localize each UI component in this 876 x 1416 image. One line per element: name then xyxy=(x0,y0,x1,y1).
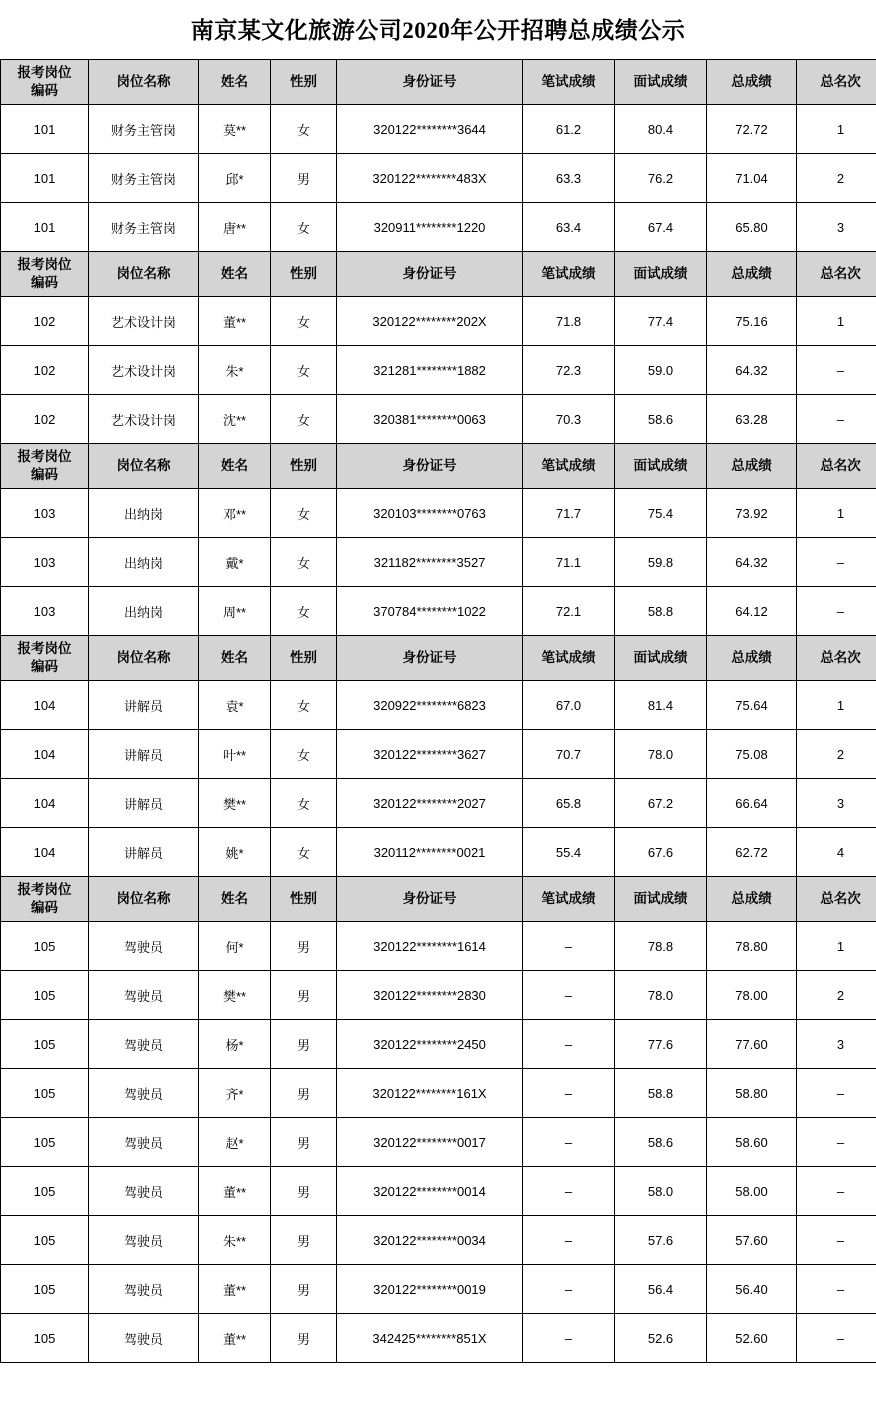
column-header: 姓名 xyxy=(199,252,271,297)
cell-interview-score: 76.2 xyxy=(615,154,707,203)
cell-rank: 2 xyxy=(797,730,876,779)
cell-rank: – xyxy=(797,346,876,395)
cell-post-code: 105 xyxy=(1,1216,89,1265)
cell-gender: 女 xyxy=(271,395,337,444)
cell-candidate-name: 邓** xyxy=(199,489,271,538)
column-header: 身份证号 xyxy=(337,877,523,922)
column-header-line2: 编码 xyxy=(31,659,58,674)
cell-written-score: 63.3 xyxy=(523,154,615,203)
cell-written-score: 63.4 xyxy=(523,203,615,252)
table-row xyxy=(1,730,876,779)
cell-id-number: 320381********0063 xyxy=(337,395,523,444)
cell-interview-score: 52.6 xyxy=(615,1314,707,1363)
cell-id-number: 320112********0021 xyxy=(337,828,523,877)
cell-candidate-name: 赵* xyxy=(199,1118,271,1167)
column-header: 笔试成绩 xyxy=(523,60,615,105)
cell-gender: 男 xyxy=(271,1314,337,1363)
cell-rank: – xyxy=(797,1314,876,1363)
page-title: 南京某文化旅游公司2020年公开招聘总成绩公示 xyxy=(190,18,686,43)
cell-post-name: 出纳岗 xyxy=(89,538,199,587)
cell-post-code: 105 xyxy=(1,1069,89,1118)
cell-interview-score: 58.6 xyxy=(615,1118,707,1167)
cell-interview-score: 67.4 xyxy=(615,203,707,252)
table-row xyxy=(1,1118,876,1167)
cell-interview-score: 58.8 xyxy=(615,1069,707,1118)
cell-interview-score: 57.6 xyxy=(615,1216,707,1265)
cell-id-number: 320122********3644 xyxy=(337,105,523,154)
column-header: 总成绩 xyxy=(707,444,797,489)
cell-total-score: 58.00 xyxy=(707,1167,797,1216)
cell-rank: 3 xyxy=(797,779,876,828)
column-header: 性别 xyxy=(271,252,337,297)
column-header xyxy=(1,60,89,105)
cell-candidate-name: 樊** xyxy=(199,779,271,828)
cell-written-score: 72.1 xyxy=(523,587,615,636)
cell-rank: – xyxy=(797,538,876,587)
column-header: 总成绩 xyxy=(707,877,797,922)
column-header: 岗位名称 xyxy=(89,444,199,489)
cell-rank: – xyxy=(797,1265,876,1314)
cell-total-score: 75.16 xyxy=(707,297,797,346)
cell-written-score: – xyxy=(523,1216,615,1265)
cell-id-number: 320911********1220 xyxy=(337,203,523,252)
table-row xyxy=(1,489,876,538)
cell-gender: 女 xyxy=(271,346,337,395)
cell-gender: 女 xyxy=(271,297,337,346)
table-row xyxy=(1,779,876,828)
cell-interview-score: 80.4 xyxy=(615,105,707,154)
column-header: 岗位名称 xyxy=(89,252,199,297)
cell-id-number: 320122********0034 xyxy=(337,1216,523,1265)
cell-id-number: 320122********0017 xyxy=(337,1118,523,1167)
cell-rank: 3 xyxy=(797,1020,876,1069)
table-header-row xyxy=(1,636,876,681)
cell-rank: 2 xyxy=(797,154,876,203)
cell-id-number: 320122********161X xyxy=(337,1069,523,1118)
cell-total-score: 78.80 xyxy=(707,922,797,971)
cell-written-score: 72.3 xyxy=(523,346,615,395)
cell-rank: 1 xyxy=(797,922,876,971)
cell-id-number: 320922********6823 xyxy=(337,681,523,730)
column-header: 性别 xyxy=(271,636,337,681)
cell-written-score: – xyxy=(523,922,615,971)
cell-written-score: – xyxy=(523,971,615,1020)
cell-rank: – xyxy=(797,1167,876,1216)
cell-interview-score: 78.0 xyxy=(615,730,707,779)
cell-total-score: 78.00 xyxy=(707,971,797,1020)
column-header: 面试成绩 xyxy=(615,252,707,297)
column-header: 姓名 xyxy=(199,60,271,105)
cell-interview-score: 77.4 xyxy=(615,297,707,346)
cell-gender: 女 xyxy=(271,587,337,636)
column-header xyxy=(1,877,89,922)
cell-interview-score: 67.2 xyxy=(615,779,707,828)
cell-post-code: 104 xyxy=(1,681,89,730)
column-header: 身份证号 xyxy=(337,60,523,105)
cell-interview-score: 77.6 xyxy=(615,1020,707,1069)
cell-post-code: 101 xyxy=(1,154,89,203)
cell-post-code: 101 xyxy=(1,105,89,154)
cell-interview-score: 81.4 xyxy=(615,681,707,730)
column-header-line2: 编码 xyxy=(31,467,58,482)
cell-post-name: 驾驶员 xyxy=(89,1020,199,1069)
cell-gender: 女 xyxy=(271,203,337,252)
table-row xyxy=(1,971,876,1020)
cell-candidate-name: 戴* xyxy=(199,538,271,587)
cell-interview-score: 59.8 xyxy=(615,538,707,587)
cell-interview-score: 58.8 xyxy=(615,587,707,636)
cell-written-score: 65.8 xyxy=(523,779,615,828)
column-header-line1: 报考岗位 xyxy=(17,65,72,81)
column-header: 笔试成绩 xyxy=(523,444,615,489)
table-row xyxy=(1,922,876,971)
cell-written-score: – xyxy=(523,1069,615,1118)
column-header-line2: 编码 xyxy=(31,275,58,290)
cell-post-name: 艺术设计岗 xyxy=(89,346,199,395)
cell-rank: 1 xyxy=(797,297,876,346)
cell-post-name: 讲解员 xyxy=(89,681,199,730)
cell-interview-score: 59.0 xyxy=(615,346,707,395)
cell-gender: 男 xyxy=(271,154,337,203)
cell-gender: 男 xyxy=(271,1167,337,1216)
cell-total-score: 58.80 xyxy=(707,1069,797,1118)
table-header-row xyxy=(1,60,876,105)
cell-post-name: 驾驶员 xyxy=(89,1265,199,1314)
cell-post-name: 讲解员 xyxy=(89,828,199,877)
table-row xyxy=(1,154,876,203)
column-header: 岗位名称 xyxy=(89,60,199,105)
cell-total-score: 57.60 xyxy=(707,1216,797,1265)
cell-interview-score: 78.0 xyxy=(615,971,707,1020)
cell-total-score: 65.80 xyxy=(707,203,797,252)
cell-written-score: – xyxy=(523,1314,615,1363)
cell-written-score: – xyxy=(523,1265,615,1314)
cell-gender: 男 xyxy=(271,1069,337,1118)
cell-post-name: 出纳岗 xyxy=(89,587,199,636)
cell-candidate-name: 何* xyxy=(199,922,271,971)
cell-candidate-name: 杨* xyxy=(199,1020,271,1069)
cell-interview-score: 58.6 xyxy=(615,395,707,444)
cell-rank: – xyxy=(797,1216,876,1265)
cell-rank: 3 xyxy=(797,203,876,252)
cell-post-name: 财务主管岗 xyxy=(89,105,199,154)
cell-post-code: 102 xyxy=(1,346,89,395)
column-header: 面试成绩 xyxy=(615,60,707,105)
cell-post-name: 驾驶员 xyxy=(89,1167,199,1216)
cell-post-code: 105 xyxy=(1,1265,89,1314)
column-header-line1: 报考岗位 xyxy=(17,641,72,657)
column-header: 总名次 xyxy=(797,636,876,681)
column-header-line1: 报考岗位 xyxy=(17,257,72,273)
cell-candidate-name: 董** xyxy=(199,1167,271,1216)
cell-rank: 4 xyxy=(797,828,876,877)
cell-written-score: – xyxy=(523,1020,615,1069)
cell-post-code: 102 xyxy=(1,297,89,346)
cell-post-name: 艺术设计岗 xyxy=(89,297,199,346)
cell-total-score: 63.28 xyxy=(707,395,797,444)
cell-post-code: 105 xyxy=(1,1020,89,1069)
table-header-row xyxy=(1,877,876,922)
column-header: 总成绩 xyxy=(707,252,797,297)
cell-candidate-name: 莫** xyxy=(199,105,271,154)
cell-post-name: 驾驶员 xyxy=(89,1069,199,1118)
cell-candidate-name: 姚* xyxy=(199,828,271,877)
cell-gender: 男 xyxy=(271,1265,337,1314)
results-table-body xyxy=(1,60,876,1363)
cell-rank: – xyxy=(797,1069,876,1118)
table-row xyxy=(1,538,876,587)
cell-total-score: 72.72 xyxy=(707,105,797,154)
cell-gender: 女 xyxy=(271,538,337,587)
table-row xyxy=(1,1265,876,1314)
cell-rank: 1 xyxy=(797,489,876,538)
table-header-row xyxy=(1,252,876,297)
cell-id-number: 320122********0014 xyxy=(337,1167,523,1216)
cell-gender: 女 xyxy=(271,105,337,154)
cell-candidate-name: 樊** xyxy=(199,971,271,1020)
cell-total-score: 64.32 xyxy=(707,346,797,395)
cell-interview-score: 58.0 xyxy=(615,1167,707,1216)
cell-gender: 男 xyxy=(271,1216,337,1265)
cell-gender: 女 xyxy=(271,828,337,877)
column-header: 性别 xyxy=(271,60,337,105)
column-header: 姓名 xyxy=(199,877,271,922)
cell-written-score: 67.0 xyxy=(523,681,615,730)
table-row xyxy=(1,587,876,636)
cell-total-score: 75.64 xyxy=(707,681,797,730)
cell-id-number: 321281********1882 xyxy=(337,346,523,395)
column-header: 身份证号 xyxy=(337,636,523,681)
cell-post-code: 103 xyxy=(1,489,89,538)
cell-id-number: 320122********2450 xyxy=(337,1020,523,1069)
column-header: 笔试成绩 xyxy=(523,877,615,922)
cell-total-score: 64.12 xyxy=(707,587,797,636)
cell-written-score: 70.3 xyxy=(523,395,615,444)
column-header: 身份证号 xyxy=(337,252,523,297)
table-row xyxy=(1,1069,876,1118)
cell-post-code: 105 xyxy=(1,1314,89,1363)
table-row xyxy=(1,1020,876,1069)
cell-id-number: 342425********851X xyxy=(337,1314,523,1363)
cell-total-score: 58.60 xyxy=(707,1118,797,1167)
cell-post-name: 驾驶员 xyxy=(89,1216,199,1265)
cell-written-score: 55.4 xyxy=(523,828,615,877)
column-header: 面试成绩 xyxy=(615,636,707,681)
cell-total-score: 64.32 xyxy=(707,538,797,587)
cell-candidate-name: 沈** xyxy=(199,395,271,444)
column-header-line2: 编码 xyxy=(31,83,58,98)
cell-candidate-name: 邱* xyxy=(199,154,271,203)
column-header: 身份证号 xyxy=(337,444,523,489)
cell-id-number: 320122********1614 xyxy=(337,922,523,971)
cell-post-code: 101 xyxy=(1,203,89,252)
cell-id-number: 320122********3627 xyxy=(337,730,523,779)
cell-post-name: 财务主管岗 xyxy=(89,154,199,203)
column-header: 性别 xyxy=(271,877,337,922)
cell-post-name: 驾驶员 xyxy=(89,1314,199,1363)
cell-post-name: 驾驶员 xyxy=(89,922,199,971)
cell-candidate-name: 唐** xyxy=(199,203,271,252)
table-row xyxy=(1,1216,876,1265)
cell-id-number: 320122********0019 xyxy=(337,1265,523,1314)
column-header: 笔试成绩 xyxy=(523,636,615,681)
cell-id-number: 320103********0763 xyxy=(337,489,523,538)
table-row xyxy=(1,828,876,877)
column-header: 总名次 xyxy=(797,252,876,297)
cell-rank: 1 xyxy=(797,681,876,730)
table-row xyxy=(1,297,876,346)
cell-rank: – xyxy=(797,587,876,636)
cell-interview-score: 67.6 xyxy=(615,828,707,877)
cell-written-score: – xyxy=(523,1167,615,1216)
cell-total-score: 71.04 xyxy=(707,154,797,203)
cell-id-number: 320122********2830 xyxy=(337,971,523,1020)
cell-gender: 男 xyxy=(271,1118,337,1167)
column-header: 姓名 xyxy=(199,636,271,681)
cell-rank: – xyxy=(797,395,876,444)
column-header: 岗位名称 xyxy=(89,877,199,922)
cell-candidate-name: 周** xyxy=(199,587,271,636)
column-header xyxy=(1,252,89,297)
column-header xyxy=(1,444,89,489)
cell-written-score: 61.2 xyxy=(523,105,615,154)
cell-gender: 女 xyxy=(271,730,337,779)
cell-candidate-name: 董** xyxy=(199,297,271,346)
cell-candidate-name: 董** xyxy=(199,1265,271,1314)
column-header: 面试成绩 xyxy=(615,444,707,489)
results-table xyxy=(0,59,876,1363)
cell-interview-score: 56.4 xyxy=(615,1265,707,1314)
table-row xyxy=(1,346,876,395)
cell-post-code: 105 xyxy=(1,971,89,1020)
cell-post-code: 103 xyxy=(1,587,89,636)
cell-post-code: 105 xyxy=(1,1118,89,1167)
column-header: 笔试成绩 xyxy=(523,252,615,297)
table-row xyxy=(1,1314,876,1363)
cell-post-name: 出纳岗 xyxy=(89,489,199,538)
cell-id-number: 370784********1022 xyxy=(337,587,523,636)
cell-candidate-name: 袁* xyxy=(199,681,271,730)
column-header-line1: 报考岗位 xyxy=(17,449,72,465)
table-header-row xyxy=(1,444,876,489)
column-header-line1: 报考岗位 xyxy=(17,882,72,898)
cell-post-code: 104 xyxy=(1,730,89,779)
cell-post-code: 102 xyxy=(1,395,89,444)
cell-gender: 女 xyxy=(271,681,337,730)
cell-written-score: 71.1 xyxy=(523,538,615,587)
cell-post-code: 104 xyxy=(1,828,89,877)
table-row xyxy=(1,681,876,730)
cell-post-name: 驾驶员 xyxy=(89,971,199,1020)
cell-interview-score: 75.4 xyxy=(615,489,707,538)
column-header: 面试成绩 xyxy=(615,877,707,922)
cell-gender: 男 xyxy=(271,971,337,1020)
column-header xyxy=(1,636,89,681)
cell-id-number: 320122********2027 xyxy=(337,779,523,828)
cell-total-score: 66.64 xyxy=(707,779,797,828)
cell-rank: 1 xyxy=(797,105,876,154)
cell-gender: 女 xyxy=(271,779,337,828)
column-header-line2: 编码 xyxy=(31,900,58,915)
column-header: 总名次 xyxy=(797,444,876,489)
cell-candidate-name: 叶** xyxy=(199,730,271,779)
cell-total-score: 77.60 xyxy=(707,1020,797,1069)
cell-total-score: 75.08 xyxy=(707,730,797,779)
cell-candidate-name: 董** xyxy=(199,1314,271,1363)
cell-written-score: 71.8 xyxy=(523,297,615,346)
cell-candidate-name: 朱** xyxy=(199,1216,271,1265)
cell-post-code: 104 xyxy=(1,779,89,828)
column-header: 总成绩 xyxy=(707,636,797,681)
column-header: 总名次 xyxy=(797,877,876,922)
cell-rank: 2 xyxy=(797,971,876,1020)
cell-interview-score: 78.8 xyxy=(615,922,707,971)
cell-rank: – xyxy=(797,1118,876,1167)
column-header: 岗位名称 xyxy=(89,636,199,681)
cell-gender: 女 xyxy=(271,489,337,538)
cell-post-code: 103 xyxy=(1,538,89,587)
column-header: 姓名 xyxy=(199,444,271,489)
cell-candidate-name: 朱* xyxy=(199,346,271,395)
table-row xyxy=(1,105,876,154)
column-header: 性别 xyxy=(271,444,337,489)
column-header: 总成绩 xyxy=(707,60,797,105)
cell-total-score: 73.92 xyxy=(707,489,797,538)
cell-post-code: 105 xyxy=(1,1167,89,1216)
cell-id-number: 320122********202X xyxy=(337,297,523,346)
cell-total-score: 56.40 xyxy=(707,1265,797,1314)
table-row xyxy=(1,203,876,252)
cell-id-number: 321182********3527 xyxy=(337,538,523,587)
cell-gender: 男 xyxy=(271,1020,337,1069)
cell-total-score: 62.72 xyxy=(707,828,797,877)
cell-written-score: 71.7 xyxy=(523,489,615,538)
cell-written-score: 70.7 xyxy=(523,730,615,779)
cell-post-name: 讲解员 xyxy=(89,779,199,828)
cell-candidate-name: 齐* xyxy=(199,1069,271,1118)
cell-id-number: 320122********483X xyxy=(337,154,523,203)
table-row xyxy=(1,1167,876,1216)
column-header: 总名次 xyxy=(797,60,876,105)
cell-total-score: 52.60 xyxy=(707,1314,797,1363)
cell-gender: 男 xyxy=(271,922,337,971)
table-row xyxy=(1,395,876,444)
cell-post-name: 讲解员 xyxy=(89,730,199,779)
cell-post-name: 财务主管岗 xyxy=(89,203,199,252)
cell-written-score: – xyxy=(523,1118,615,1167)
cell-post-name: 驾驶员 xyxy=(89,1118,199,1167)
cell-post-code: 105 xyxy=(1,922,89,971)
cell-post-name: 艺术设计岗 xyxy=(89,395,199,444)
